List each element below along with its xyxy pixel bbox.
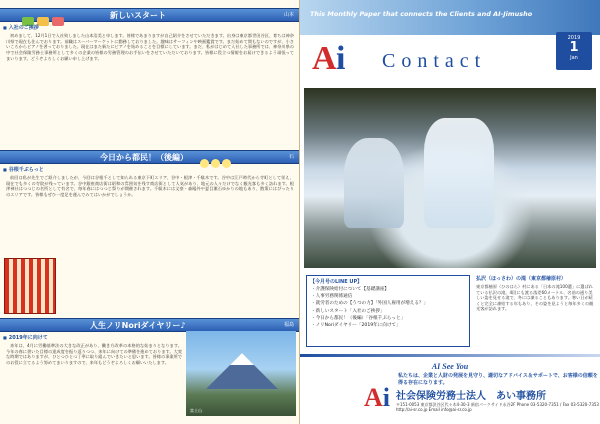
issue-year: 2019 xyxy=(567,35,581,41)
issue-badge xyxy=(556,32,592,70)
issue-number: 1 xyxy=(569,40,579,55)
header-tagline: This Monthly Paper that connects the Clients and AI-Jimusho xyxy=(310,10,533,18)
logo-contact-text: Contact xyxy=(382,50,487,72)
section-author: 福島 xyxy=(283,322,294,328)
section-author: 山本 xyxy=(283,12,294,18)
logo-letter-a: A xyxy=(312,40,337,77)
icon-dot xyxy=(222,159,231,168)
mountain-snowcap xyxy=(230,353,254,365)
section-body-new-start xyxy=(6,33,294,137)
section-subtitle: ■ 谷根千ぶらっと xyxy=(3,166,44,174)
right-page xyxy=(300,0,600,424)
section-body-tokyo-cont xyxy=(60,260,294,310)
body-paragraph: 前回は私が先生でご紹介しましたが、今回は谷根千として知られる東京下町エリア、谷中・根津・千駄木です。谷中は江戸時代から寺町として栄え、現在でも多くの寺院が残っています。谷中銀座商店街は昭和の雰囲気を残す商店街として人気があり、地元の人々だけでなく観光客も多く訪れます。根津神社はつつじの名所として有名で、毎年春にはつつじ祭りが開催されます。千駄木には文豪・森鴎外や夏目漱石ゆかりの地もあり、散策にはぴったりのエリアです。皆様もぜひ一度足を運んでみてはいかがでしょうか。 xyxy=(6,175,294,198)
section-title: 今日から都民！（後編） xyxy=(100,153,188,162)
footer-slogan: AI See You xyxy=(431,362,469,371)
icon-tile xyxy=(52,17,64,26)
list-item: ・ ノリNoriダイヤリー「2019年に向けて」 xyxy=(311,322,465,329)
banner-icons xyxy=(200,153,240,162)
firm-logo-i: i xyxy=(382,383,391,412)
list-item: ・ 人事労務関係通信 xyxy=(311,293,465,300)
banner-icons xyxy=(22,11,102,20)
issue-month: Jan xyxy=(570,55,578,61)
mount-fuji-photo xyxy=(186,331,296,416)
footer-divider xyxy=(300,354,600,357)
logo-letter-i: i xyxy=(336,40,346,77)
section-body-tokyo xyxy=(6,175,294,255)
section-subtitle: ■ 入社のご挨拶 xyxy=(3,24,39,32)
section-title: 人生ノリNoriダイヤリー♪ xyxy=(90,321,186,330)
list-item: ・ 新しいスタート「入社のご挨拶」 xyxy=(311,308,465,315)
frozen-waterfall-photo xyxy=(304,88,596,268)
contents-list xyxy=(307,286,469,329)
icon-dot xyxy=(200,159,209,168)
list-item: ・ 就労者のための【うつの力】「外国人雇用が増える？」 xyxy=(311,300,465,307)
contents-title: 【今月号のLINE UP】 xyxy=(310,279,363,285)
photo-description xyxy=(476,275,596,347)
photo-description-text: 東京都檜原（ひのはら）村にある「日本の滝100選」に選ばれている払沢の滝。4段にも渡る落差60メートル、名前の通り美しい姿を見せる滝で、冬には凍ることもあります。寒い日が続くと完全に凍結する年もあり、その姿を見ようと毎年多くの観光客が訪れます。 xyxy=(476,284,594,312)
body-paragraph: 初めまして、12月1日で入社致しました山本浩美と申します。皆様であまりますが自己紹介をさせていただきます。出身は東京都世田谷区、育ちは神奈川県で現在も住んでおります。前職はスーパーマーケットに勤務しておりました。趣味はサーフィンや映画鑑賞です。まだ始めて間もないのですが、小さいころからピアノを習っておりました。現在はまた新たにピアノを始めることを目標にしています。まだ、私がはじめて入社した事務所では、神奈川県の中で社会保険労務士事務所として多くの企業の皆様の労務管理のお手伝いをさせていただいております。皆様に役立つ情報をお届けできるよう頑張ってまいります。どうぞよろしくお願い申し上げます。 xyxy=(6,33,294,61)
ice-formation xyxy=(424,118,494,228)
firm-logo-a: A xyxy=(364,383,383,412)
photo-caption: 富士山 xyxy=(190,408,202,413)
section-banner-new-start xyxy=(0,8,300,22)
torii-gate-photo xyxy=(4,258,56,314)
icon-dot xyxy=(211,159,220,168)
body-paragraph: 来年は、4月に労働基準法の大きな改正があり、働き方改革の本格的な始まりとなります。今年の春に書いた目標の達成度を振り返りつつ、来年に向けての準備を進めております。大変な時期ではありますが、ひとつひとつ丁寧に取り組んでいきたいと思います。皆様の事業所でのお役に立てるよう努めてまいりますので、来年もどうぞよろしくお願いいたします。 xyxy=(6,343,182,366)
firm-logo xyxy=(364,385,390,411)
header-band xyxy=(300,0,600,35)
section-banner-nori-diary xyxy=(0,318,300,332)
section-title: 新しいスタート xyxy=(110,11,166,20)
section-author: 石 xyxy=(288,154,294,160)
ice-formation xyxy=(344,138,404,228)
firm-name: 社会保険労務士法人 あい事務所 xyxy=(396,391,546,402)
list-item: ・ 今日から都民！（後編）「谷根千ぶらっと」 xyxy=(311,315,465,322)
mission-statement: 私たちは、企業と人財の発展を見守り、適切なアドバイス＆サポートで、お客様の信頼を得る存在になります。 xyxy=(398,373,598,386)
photo-description-title: 払沢（ほっさわ）の滝（東京都檜原村） xyxy=(476,276,567,282)
table-of-contents xyxy=(306,275,470,347)
list-item: ・ 介護保険給付について【基礎講座】 xyxy=(311,286,465,293)
section-body-nori-diary xyxy=(6,343,182,421)
firm-address: 〒151-0053 東京都渋谷区代々木4-30-3 新宿パークサイド永谷2F Phone 03-5320-7351 / Fax 03-5320-7353 http://ai-sr.co.jp Email info@ai-sr.co.jp xyxy=(396,402,599,412)
section-banner-tokyo xyxy=(0,150,300,164)
section-subtitle: ■ 2019年に向けて xyxy=(3,334,48,342)
